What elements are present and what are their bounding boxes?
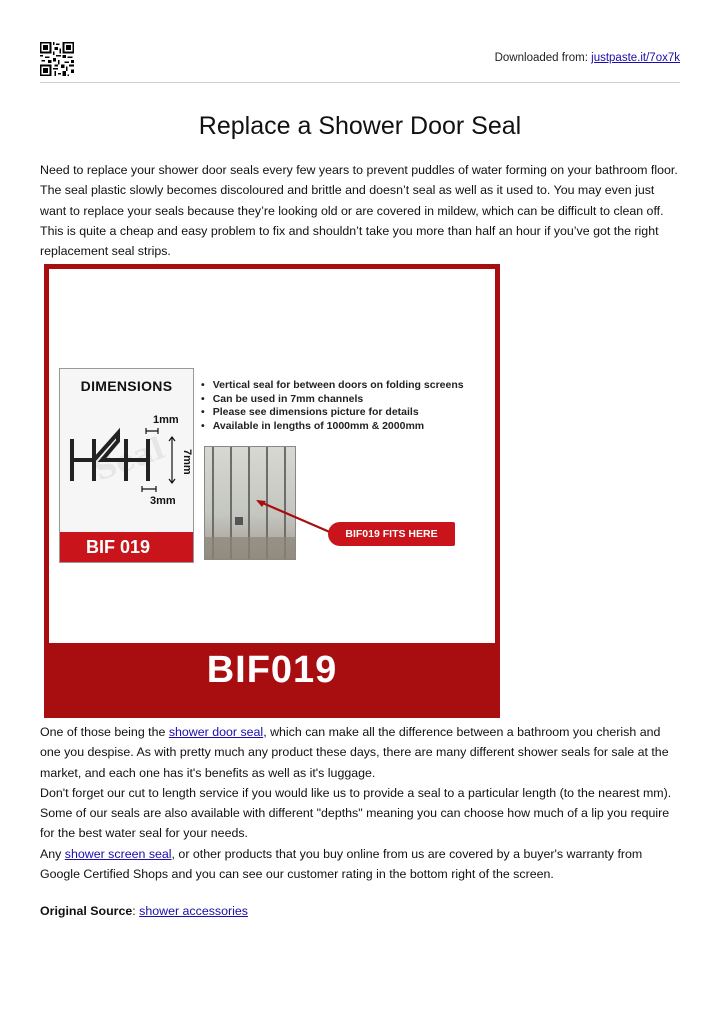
dim-3mm-label: 3mm [150,495,176,507]
source-label: Original Source [40,904,133,918]
product-image [44,264,500,718]
original-source [40,904,248,918]
feature-item: • Available in lengths of 1000mm & 2000mm [201,420,464,434]
product-code-bar: BIF 019 [60,532,193,562]
pointer-arrow [254,497,334,537]
downloaded-label: Downloaded from: [494,52,592,64]
paragraph-text: One of those being the [40,725,169,739]
feature-item: • Can be used in 7mm channels [201,393,464,407]
paragraph-text: Any [40,846,65,861]
feature-list [201,379,464,433]
dim-1mm-label: 1mm [153,414,179,426]
dimensions-title: DIMENSIONS [80,378,173,394]
body-text [40,722,682,884]
dimensions-box [59,368,194,563]
downloaded-from [495,52,680,64]
paragraph-cut-service: Don't forget our cut to length service if you would like us to provide a seal to a particular length (to the nearest mm). Some of our seals are also available with different "depths" meaning you can choose how much of a lip you require for the best water seal for your needs. [40,785,672,841]
header-divider [40,82,680,83]
paragraph-warranty [40,844,682,885]
page-title: Replace a Shower Door Seal [198,112,522,140]
downloaded-link[interactable]: justpaste.it/7ox7k [591,52,680,64]
paragraph-text: , which can make all the difference between a bathroom you cherish and one you despise. As with pretty much any product these days, there are many different shower seals for sale at the market, and each one has it's benefits as well as it's luggage. [40,725,669,780]
seal-profile-diagram [66,397,193,529]
shower-door-seal-link[interactable]: shower door seal [168,725,264,739]
feature-item: • Vertical seal for between doors on folding screens [201,379,464,393]
source-separator: : [132,904,140,918]
page-header [40,42,680,82]
feature-item: • Please see dimensions picture for details [201,406,464,420]
svg-text:Seal: Seal [89,431,170,489]
paragraph-seal [40,722,682,783]
dim-7mm-label: 7mm [181,449,193,475]
shower-accessories-link[interactable]: shower accessories [139,904,248,918]
paragraph-text: , or other products that you buy online from us are covered by a buyer's warranty from Google Certified Shops and you can see our customer rating in the bottom right of the screen. [40,846,643,882]
fits-here-badge: BIF019 FITS HERE [328,522,455,546]
shower-screen-seal-link[interactable]: shower screen seal [64,846,172,861]
product-code-large: BIF019 [206,649,338,691]
intro-paragraph: Need to replace your shower door seals every few years to prevent puddles of water forming on your bathroom floor. The seal plastic slowly becomes discoloured and brittle and doesn’t seal as well as it used to. You may even just want to replace your seals because they’re looking old or are covered in mildew, which can be difficult to clean off. This is quite a cheap and easy problem to fix and shouldn’t take you more than half an hour if you’ve got the right replacement seal strips. [40,163,678,259]
qr-code-icon [40,42,74,76]
product-image-panel [49,269,495,643]
